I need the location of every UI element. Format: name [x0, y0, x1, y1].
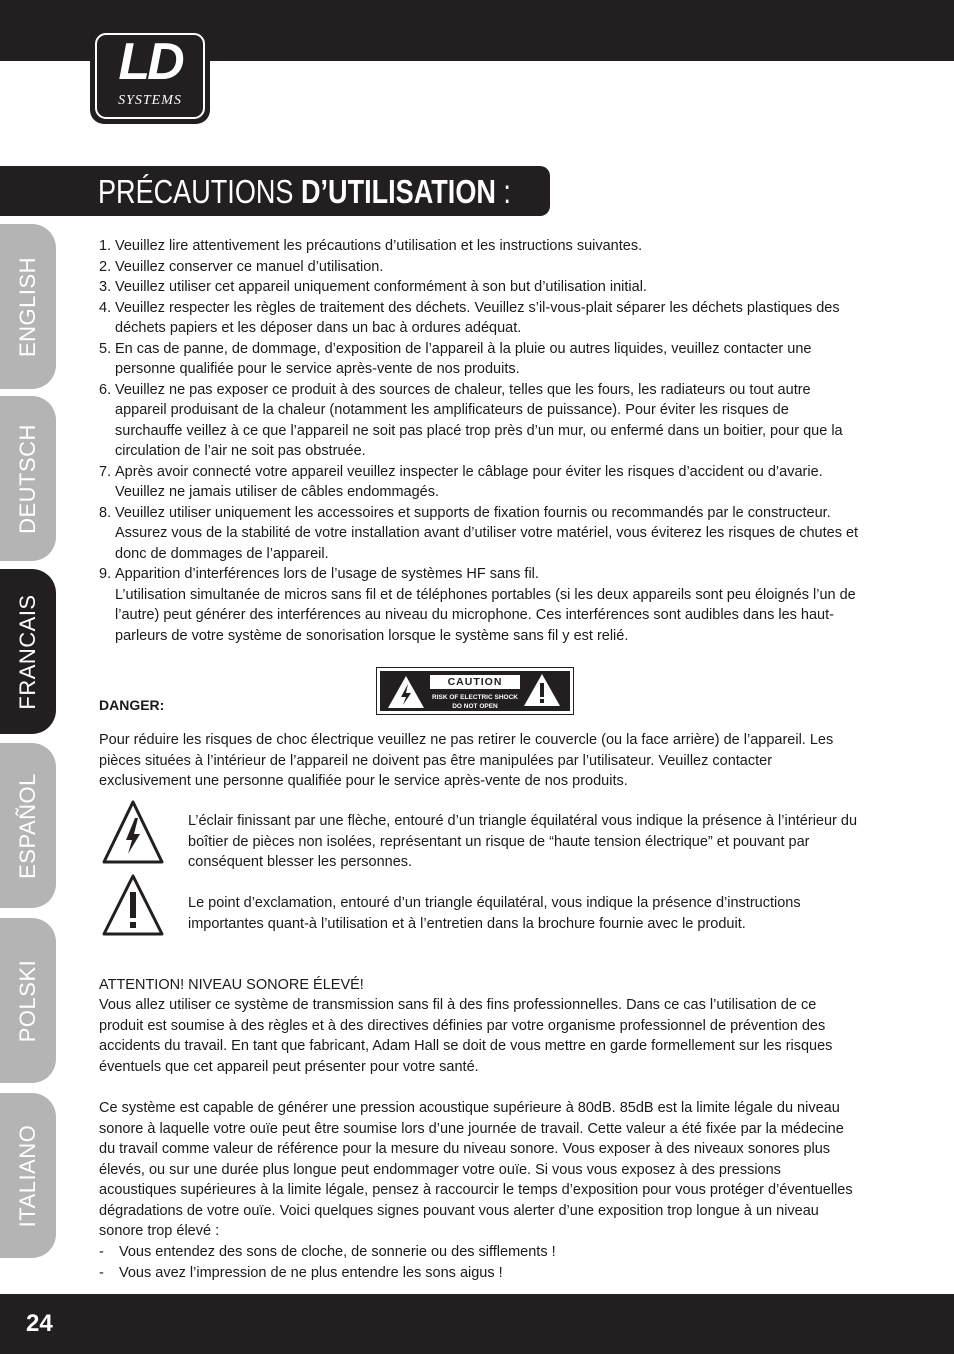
attention-paragraph-1: Vous allez utiliser ce système de transmission sans fil à des fins professionnelles. Dans ce cas l’utilisation de ce produit est soumise à des règles et à des directives définies par votre organisme professionnel de prévention des accidents du travail. En tant que fabricant, Adam Hall se doit de vous mettre en garde formellement sur les risques éventuels que cet appareil peut présenter pour votre santé.: [99, 997, 833, 1075]
tab-francais-label: FRANCAIS: [15, 593, 40, 710]
title-bold: D’UTILISATION: [300, 173, 496, 210]
tab-english[interactable]: [0, 224, 56, 389]
tab-deutsch[interactable]: [0, 396, 56, 561]
list-item: [99, 257, 859, 278]
tab-francais[interactable]: [0, 569, 56, 734]
symptom-list: [99, 1242, 859, 1283]
item-number: 6.: [99, 381, 112, 398]
item-text: Veuillez utiliser cet appareil uniquement conformément à son but d’utilisation initial.: [115, 279, 647, 295]
item-text: Après avoir connecté votre appareil veuillez inspecter le câblage pour éviter les risques d’accident ou d’avarie. Veuillez ne jamais utiliser de câbles endommagés.: [115, 463, 823, 500]
tab-polski[interactable]: [0, 918, 56, 1083]
item-number: 7.: [99, 463, 112, 480]
caution-title: CAUTION: [430, 675, 520, 689]
item-text: Veuillez respecter les règles de traitement des déchets. Veuillez s’il-vous-plait séparer les déchets plastiques des déchets papiers et les déposer dans un bac à ordures adéquat.: [115, 299, 840, 336]
item-text: Veuillez utiliser uniquement les accessoires et supports de fixation fournis ou recommandés par le constructeur. Assurez vous de la stabilité de votre installation avant d’utiliser votre matériel, vous éviterez les risques de chutes et donc de dommages de l’appareil.: [115, 504, 859, 562]
page-title: [98, 172, 511, 212]
list-item: [99, 339, 859, 380]
symptom-text: Vous entendez des sons de cloche, de sonnerie ou des sifflements !: [119, 1244, 556, 1260]
caution-line1: RISK OF ELECTRIC SHOCK: [432, 694, 518, 701]
item-number: 8.: [99, 504, 112, 521]
title-light: PRÉCAUTIONS: [98, 173, 294, 210]
item-text: Apparition d’interférences lors de l’usage de systèmes HF sans fil.: [115, 566, 539, 582]
list-item: [99, 380, 859, 462]
exclamation-icon: [522, 672, 562, 708]
dash: -: [99, 1264, 104, 1281]
list-item: [99, 277, 859, 298]
exclamation-explanation: Le point d’exclamation, entouré d’un triangle équilatéral, vous indique la présence d’instructions importantes quant-à l’utilisation et à l’entretien dans la brochure fournie avec le produit.: [188, 895, 801, 932]
tab-espanol-label: ESPAÑOL: [15, 772, 40, 879]
caution-label-graphic: [376, 667, 574, 715]
title-colon: :: [503, 173, 511, 210]
item-text-continued: L’utilisation simultanée de micros sans fil et de téléphones portables (si les deux appareils sont peu éloignés l’un de l’autre) peut générer des interférences au niveau du microphone. Ces interférences sont audibles dans les haut-parleurs de votre système de sonorisation lorsque le système sans fil y est relié.: [115, 586, 856, 644]
list-item: [99, 1263, 859, 1284]
caution-line2: DO NOT OPEN: [452, 703, 498, 710]
caution-inner: [380, 671, 570, 711]
list-item: [99, 564, 859, 646]
attention-title: ATTENTION! NIVEAU SONORE ÉLEVÉ!: [99, 977, 364, 993]
lightning-bolt-icon: [386, 674, 426, 710]
item-number: 4.: [99, 299, 112, 316]
danger-label: DANGER:: [99, 697, 165, 713]
list-item: [99, 1242, 859, 1263]
caution-subtext: [430, 693, 520, 711]
list-item: [99, 462, 859, 503]
bottom-bar: [0, 1294, 954, 1354]
item-number: 9.: [99, 566, 112, 582]
list-item: [99, 236, 859, 257]
list-item: [99, 503, 859, 565]
tab-italiano-label: ITALIANO: [15, 1124, 40, 1227]
list-item: [99, 298, 859, 339]
ld-systems-logo: [90, 28, 210, 124]
danger-text: Pour réduire les risques de choc électrique veuillez ne pas retirer le couvercle (ou la face arrière) de l’appareil. Les pièces situées à l’intérieur de l’appareil ne doivent pas être manipulées par l’utilisateur. Veuillez contacter exclusivement une personne qualifiée pour le service après-vente de nos produits.: [99, 732, 834, 789]
dash: -: [99, 1244, 104, 1260]
attention-paragraph-2: Ce système est capable de générer une pression acoustique supérieure à 80dB. 85dB est la limite légale du niveau sonore à laquelle votre ouïe peut être soumise lors d’une journée de travail. Cette valeur a été fixée par la médecine du travail comme valeur de référence pour la mesure du niveau sonore. Vous exposer à des niveaux sonores plus élevés, ou sur une durée plus longue peut endommager votre ouïe. Si vous vous exposez à des pressions acoustiques supérieures à la limite légale, pensez à raccourcir le temps d’exposition pour vous protéger d’éventuelles dégradations de votre ouïe. Voici quelques signes pouvant vous alerter d’une exposition trop longue à un niveau sonore trop élevé :: [99, 1100, 853, 1239]
item-text: Veuillez conserver ce manuel d’utilisation.: [115, 258, 384, 275]
tab-italiano[interactable]: [0, 1093, 56, 1258]
precautions-list: [99, 236, 859, 646]
logo-ld-text: LD: [118, 33, 182, 91]
item-text: Veuillez ne pas exposer ce produit à des sources de chaleur, telles que les fours, les radiateurs ou tout autre appareil produisant de la chaleur (notamment les amplificateurs de puissance). Pour éviter les risques de surchauffe veillez à ce que l’appareil ne soit pas placé trop près d’un mur, ou enfermé dans un boitier, pour que la circulation de l’air ne soit pas obstruée.: [115, 381, 843, 459]
tab-deutsch-label: DEUTSCH: [15, 423, 40, 534]
item-number: 2.: [99, 258, 112, 275]
section-title-bar: [0, 166, 550, 216]
item-text: Veuillez lire attentivement les précautions d’utilisation et les instructions suivantes.: [115, 238, 643, 254]
tab-polski-label: POLSKI: [15, 959, 40, 1042]
logo-systems-text: SYSTEMS: [118, 93, 182, 108]
tab-espanol[interactable]: [0, 743, 56, 908]
item-text: En cas de panne, de dommage, d’exposition de l’appareil à la pluie ou autres liquides, veuillez contacter une personne qualifiée pour le service après-vente de nos produits.: [115, 340, 812, 377]
bolt-explanation: L’éclair finissant par une flèche, entouré d’un triangle équilatéral vous indique la présence à l’intérieur du boîtier de pièces non isolées, représentant un risque de “haute tension électrique” et pouvant par conséquent blesser les personnes.: [188, 813, 858, 870]
item-number: 3.: [99, 279, 112, 295]
tab-english-label: ENGLISH: [15, 256, 40, 357]
symptom-text: Vous avez l’impression de ne plus entendre les sons aigus !: [119, 1264, 503, 1281]
high-voltage-warning-icon: [101, 798, 165, 866]
exclamation-warning-icon: [101, 872, 165, 938]
item-number: 1.: [99, 238, 112, 254]
page-number: 24: [26, 1310, 53, 1337]
item-number: 5.: [99, 340, 112, 357]
